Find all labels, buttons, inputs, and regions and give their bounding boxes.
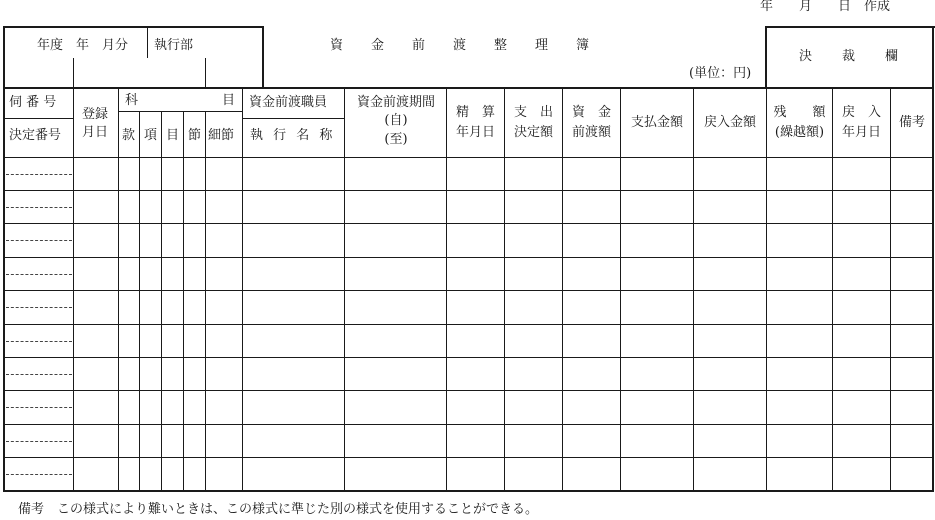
decision-number-header: 決定番号 [9, 128, 62, 143]
advance-amount-header-2: 前渡額 [571, 125, 611, 140]
refund-amount-header: 戻入金額 [703, 115, 756, 130]
advance-period-header-1: 資金前渡期間 [356, 95, 435, 110]
paid-amount-header: 支払金額 [630, 115, 683, 130]
unit-label: (単位：円) [689, 66, 752, 81]
registration-date-header-1: 登録 [82, 107, 109, 122]
executor-name-header: 執 行 名 称 [250, 128, 336, 143]
page-title: 資金前渡整理簿 [330, 38, 618, 53]
subject-setsu-header: 節 [188, 128, 202, 143]
advance-official-header: 資金前渡職員 [249, 95, 328, 110]
footer-note: 備考 この様式により難いときは、この様式に準じた別の様式を使用することができる。 [18, 502, 539, 517]
balance-header-2: (繰越額) [774, 125, 825, 140]
expenditure-decision-header-1: 支 出 [513, 105, 553, 120]
subject-moku2-header: 目 [166, 128, 180, 143]
remarks-header: 備考 [898, 115, 925, 130]
decision-column-label: 決裁欄 [799, 49, 929, 64]
refund-date-header-1: 戻 入 [841, 105, 881, 120]
expenditure-decision-header-2: 決定額 [513, 125, 553, 140]
inquiry-number-header: 伺 番 号 [9, 95, 57, 110]
settlement-date-header-2: 年月日 [455, 125, 495, 140]
subject-ka-header: 科 [125, 93, 139, 108]
settlement-date-header-1: 精 算 [455, 105, 495, 120]
advance-amount-header-1: 資 金 [571, 105, 611, 120]
advance-period-header-2: (自) [384, 113, 408, 128]
subject-kou-header: 項 [144, 128, 158, 143]
fiscal-period-label: 年度 年 月分 [37, 38, 129, 53]
advance-period-header-3: (至) [384, 132, 408, 147]
registration-date-header-2: 月日 [82, 125, 109, 140]
refund-date-header-2: 年月日 [841, 125, 881, 140]
creation-date-line: 年 月 日 作成 [760, 0, 891, 14]
subject-moku-header: 目 [222, 93, 236, 108]
executing-dept-label: 執行部 [154, 38, 194, 53]
balance-header-1: 残 額 [773, 105, 826, 120]
subject-kan-header: 款 [122, 128, 136, 143]
subject-saisetsu-header: 細節 [208, 128, 235, 143]
